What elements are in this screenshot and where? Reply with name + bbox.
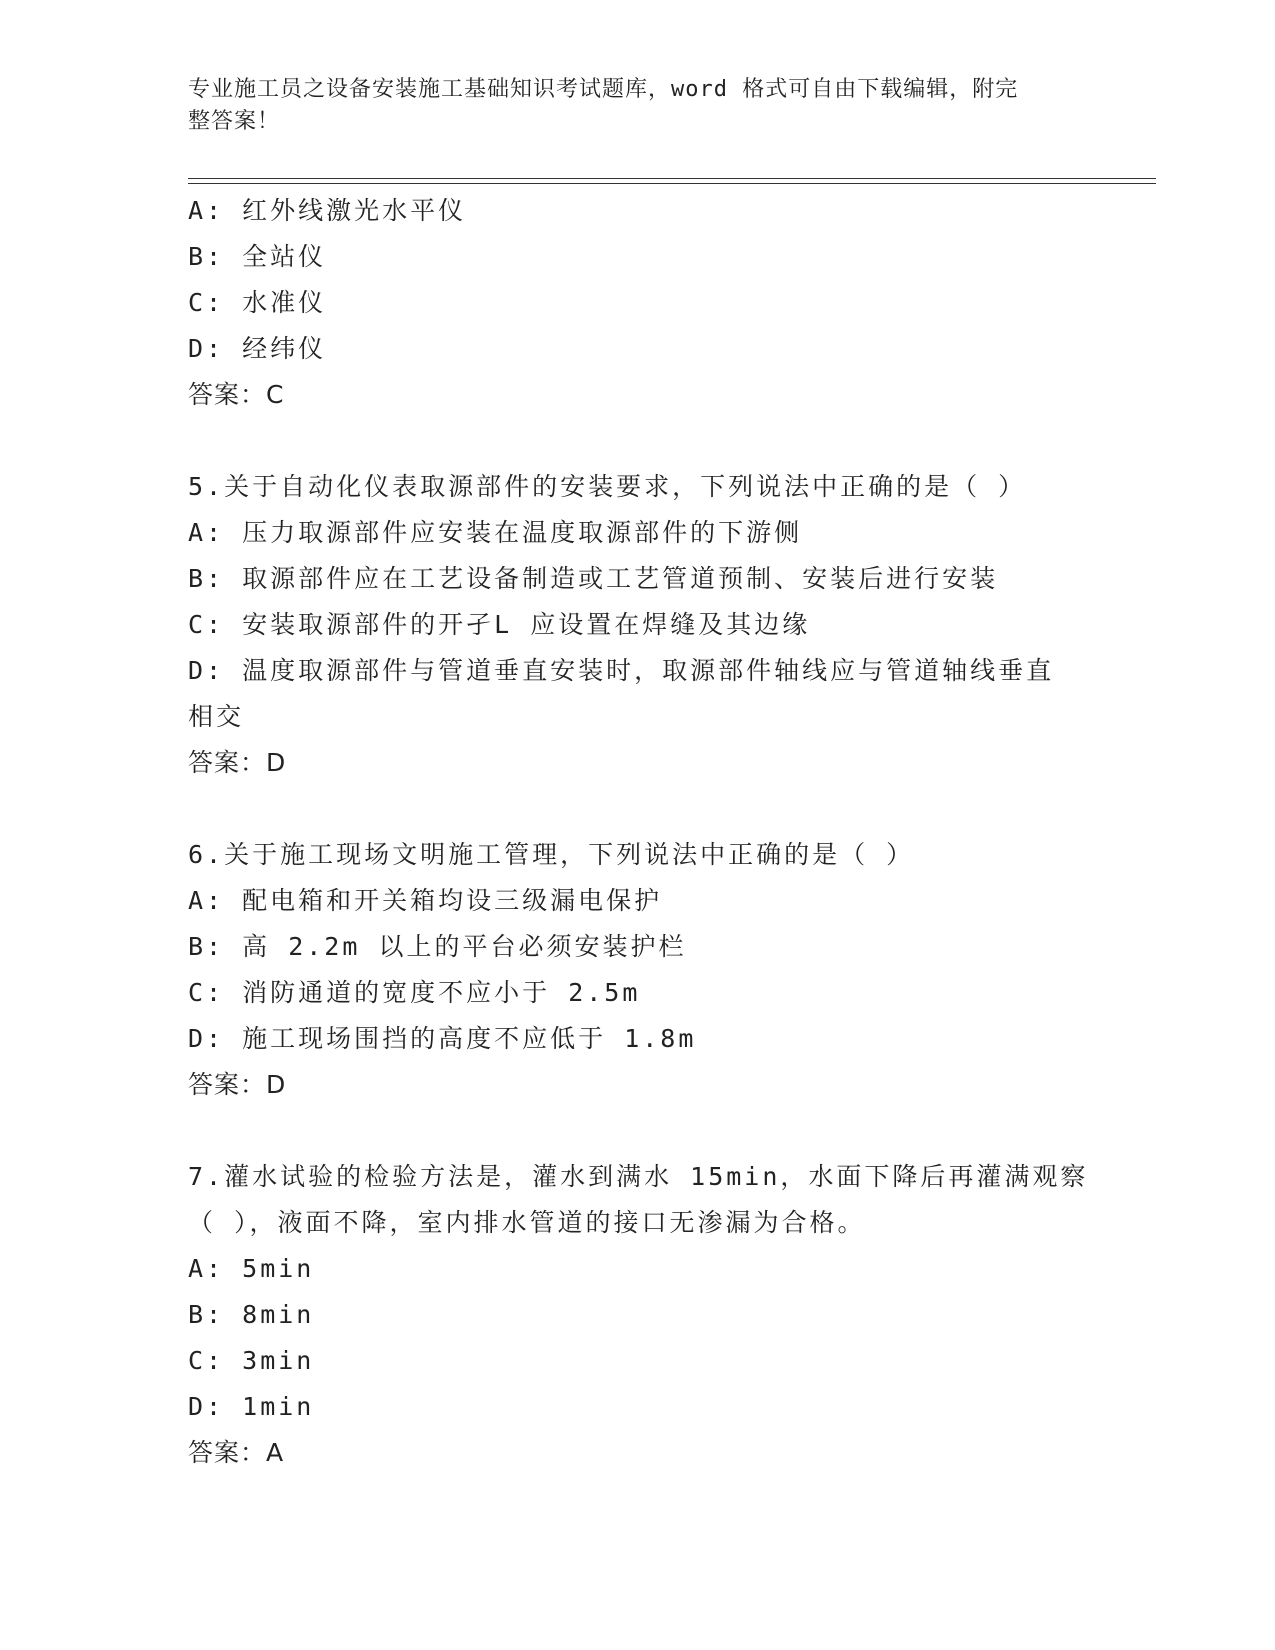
question-4	[188, 188, 1088, 418]
q5-option-b: B: 取源部件应在工艺设备制造或工艺管道预制、安装后进行安装	[188, 564, 999, 593]
q5-option-d-line-1: D: 温度取源部件与管道垂直安装时，取源部件轴线应与管道轴线垂直	[188, 656, 1055, 685]
question-5	[188, 464, 1088, 786]
header-divider-bottom	[188, 183, 1156, 184]
q5-option-c: C: 安装取源部件的开孑L 应设置在焊缝及其边缘	[188, 610, 811, 639]
header-line-1: 专业施工员之设备安装施工基础知识考试题库，word 格式可自由下载编辑，附完	[188, 77, 1019, 102]
document-header	[188, 74, 1068, 138]
question-6	[188, 832, 1088, 1108]
header-line-2: 整答案！	[188, 109, 281, 134]
question-7	[188, 1154, 1088, 1476]
q7-stem-line-1: 7.灌水试验的检验方法是，灌水到满水 15min，水面下降后再灌满观察	[188, 1162, 1089, 1191]
q6-stem: 6.关于施工现场文明施工管理，下列说法中正确的是（ ）	[188, 840, 915, 869]
q6-option-a: A: 配电箱和开关箱均设三级漏电保护	[188, 886, 663, 915]
q4-option-a: A: 红外线激光水平仪	[188, 196, 467, 225]
q7-stem-line-2: （ ），液面不降，室内排水管道的接口无渗漏为合格。	[188, 1208, 866, 1237]
spacer	[188, 418, 1088, 464]
q7-option-a: A: 5min	[188, 1254, 315, 1283]
q6-option-b: B: 高 2.2m 以上的平台必须安装护栏	[188, 932, 687, 961]
q6-option-d: D: 施工现场围挡的高度不应低于 1.8m	[188, 1024, 697, 1053]
q6-answer: 答案：D	[188, 1070, 287, 1099]
spacer	[188, 1108, 1088, 1154]
header-divider-top	[188, 178, 1156, 179]
q7-option-b: B: 8min	[188, 1300, 315, 1329]
q7-option-d: D: 1min	[188, 1392, 315, 1421]
spacer	[188, 786, 1088, 832]
q5-answer: 答案：D	[188, 748, 287, 777]
question-content	[188, 188, 1088, 1476]
q7-option-c: C: 3min	[188, 1346, 315, 1375]
q7-answer: 答案：A	[188, 1438, 285, 1467]
q4-option-b: B: 全站仪	[188, 242, 327, 271]
q5-option-a: A: 压力取源部件应安装在温度取源部件的下游侧	[188, 518, 803, 547]
q4-option-c: C: 水准仪	[188, 288, 327, 317]
q4-option-d: D: 经纬仪	[188, 334, 327, 363]
q6-option-c: C: 消防通道的宽度不应小于 2.5m	[188, 978, 641, 1007]
q5-stem: 5.关于自动化仪表取源部件的安装要求，下列说法中正确的是（ ）	[188, 472, 1027, 501]
q5-option-d-line-2: 相交	[188, 702, 245, 731]
q4-answer: 答案：C	[188, 380, 285, 409]
